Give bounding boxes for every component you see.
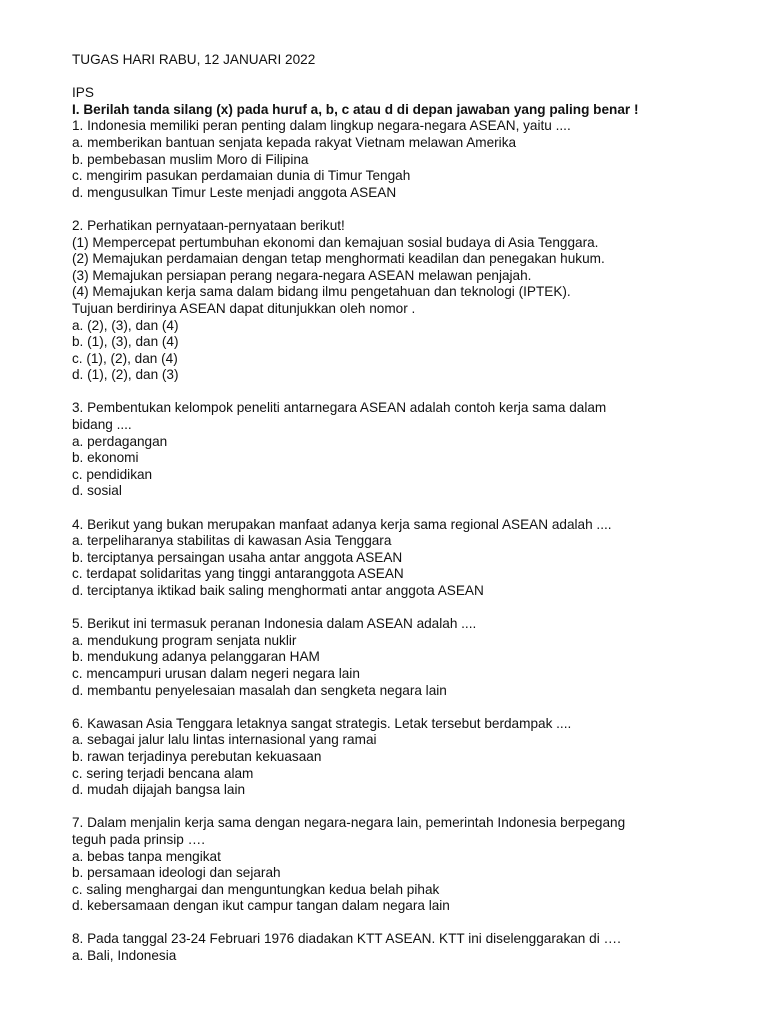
answer-option: c. sering terjadi bencana alam xyxy=(72,765,254,781)
question-text: 6. Kawasan Asia Tenggara letaknya sangat strategis. Letak tersebut berdampak .... xyxy=(72,715,572,731)
answer-option: a. perdagangan xyxy=(72,433,168,449)
question-text-line: (3) Memajukan persiapan perang negara-negara ASEAN melawan penjajah. xyxy=(72,267,532,283)
question-text: 7. Dalam menjalin kerja sama dengan negara-negara lain, pemerintah Indonesia berpegang xyxy=(72,815,626,831)
answer-option: b. (1), (3), dan (4) xyxy=(72,334,179,350)
document-title: TUGAS HARI RABU, 12 JANUARI 2022 xyxy=(72,52,316,67)
question-block xyxy=(72,931,752,964)
answer-option: c. (1), (2), dan (4) xyxy=(72,350,178,366)
question-text: 4. Berikut yang bukan merupakan manfaat adanya kerja sama regional ASEAN adalah .... xyxy=(72,516,612,532)
question-text-line: (4) Memajukan kerja sama dalam bidang ilmu pengetahuan dan teknologi (IPTEK). xyxy=(72,284,571,300)
answer-option: c. pendidikan xyxy=(72,466,153,482)
answer-option: d. kebersamaan dengan ikut campur tangan dalam negara lain xyxy=(72,898,450,914)
answer-option: c. mengirim pasukan perdamaian dunia di Timur Tengah xyxy=(72,168,411,184)
answer-option: c. saling menghargai dan menguntungkan kedua belah pihak xyxy=(72,881,440,897)
instruction-text: I. Berilah tanda silang (x) pada huruf a, b, c atau d di depan jawaban yang paling benar ! xyxy=(72,101,639,117)
answer-option: d. terciptanya iktikad baik saling menghormati antar anggota ASEAN xyxy=(72,583,484,598)
answer-option: a. sebagai jalur lalu lintas internasional yang ramai xyxy=(72,732,377,748)
answer-option: d. (1), (2), dan (3) xyxy=(72,367,179,383)
question-text-line: teguh pada prinsip …. xyxy=(72,831,206,847)
answer-option: b. persamaan ideologi dan sejarah xyxy=(72,865,281,881)
answer-option: b. terciptanya persaingan usaha antar anggota ASEAN xyxy=(72,549,403,565)
answer-option: a. bebas tanpa mengikat xyxy=(72,848,221,864)
question-text-line: (2) Memajukan perdamaian dengan tetap menghormati keadilan dan penegakan hukum. xyxy=(72,251,605,267)
question-block xyxy=(72,218,752,384)
subject-label: IPS xyxy=(72,85,94,101)
answer-option: c. terdapat solidaritas yang tinggi antaranggota ASEAN xyxy=(72,566,404,582)
question-block xyxy=(72,616,752,699)
question-text-line: (1) Mempercepat pertumbuhan ekonomi dan kemajuan sosial budaya di Asia Tenggara. xyxy=(72,234,599,250)
question-block xyxy=(72,517,752,600)
answer-option: d. mengusulkan Timur Leste menjadi anggota ASEAN xyxy=(72,184,397,200)
answer-option: c. mencampuri urusan dalam negeri negara lain xyxy=(72,665,360,681)
answer-option: b. ekonomi xyxy=(72,450,139,466)
answer-option: a. (2), (3), dan (4) xyxy=(72,317,179,333)
question-text-line: Tujuan berdirinya ASEAN dapat ditunjukkan oleh nomor . xyxy=(72,300,416,316)
answer-option: b. pembebasan muslim Moro di Filipina xyxy=(72,151,309,167)
answer-option: a. mendukung program senjata nuklir xyxy=(72,632,297,648)
answer-option: b. rawan terjadinya perebutan kekuasaan xyxy=(72,748,322,764)
question-text: 8. Pada tanggal 23-24 Februari 1976 diadakan KTT ASEAN. KTT ini diselenggarakan di …. xyxy=(72,931,621,947)
question-block xyxy=(72,815,752,915)
question-block xyxy=(72,118,752,201)
answer-option: d. membantu penyelesaian masalah dan sengketa negara lain xyxy=(72,682,447,698)
question-list xyxy=(72,118,752,964)
answer-option: d. sosial xyxy=(72,483,122,499)
answer-option: d. mudah dijajah bangsa lain xyxy=(72,782,246,798)
question-block xyxy=(72,716,752,799)
question-text: 5. Berikut ini termasuk peranan Indonesia dalam ASEAN adalah .... xyxy=(72,616,477,632)
document-page xyxy=(72,52,752,981)
question-block xyxy=(72,400,752,500)
answer-option: a. memberikan bantuan senjata kepada rakyat Vietnam melawan Amerika xyxy=(72,134,517,150)
answer-option: a. terpeliharanya stabilitas di kawasan Asia Tenggara xyxy=(72,533,392,549)
question-text: 3. Pembentukan kelompok peneliti antarnegara ASEAN adalah contoh kerja sama dalam xyxy=(72,400,607,416)
answer-option: a. Bali, Indonesia xyxy=(72,948,177,964)
question-text: 1. Indonesia memiliki peran penting dalam lingkup negara-negara ASEAN, yaitu .... xyxy=(72,118,571,134)
question-text: 2. Perhatikan pernyataan-pernyataan berikut! xyxy=(72,217,345,233)
question-text-line: bidang .... xyxy=(72,417,132,433)
answer-option: b. mendukung adanya pelanggaran HAM xyxy=(72,649,320,665)
